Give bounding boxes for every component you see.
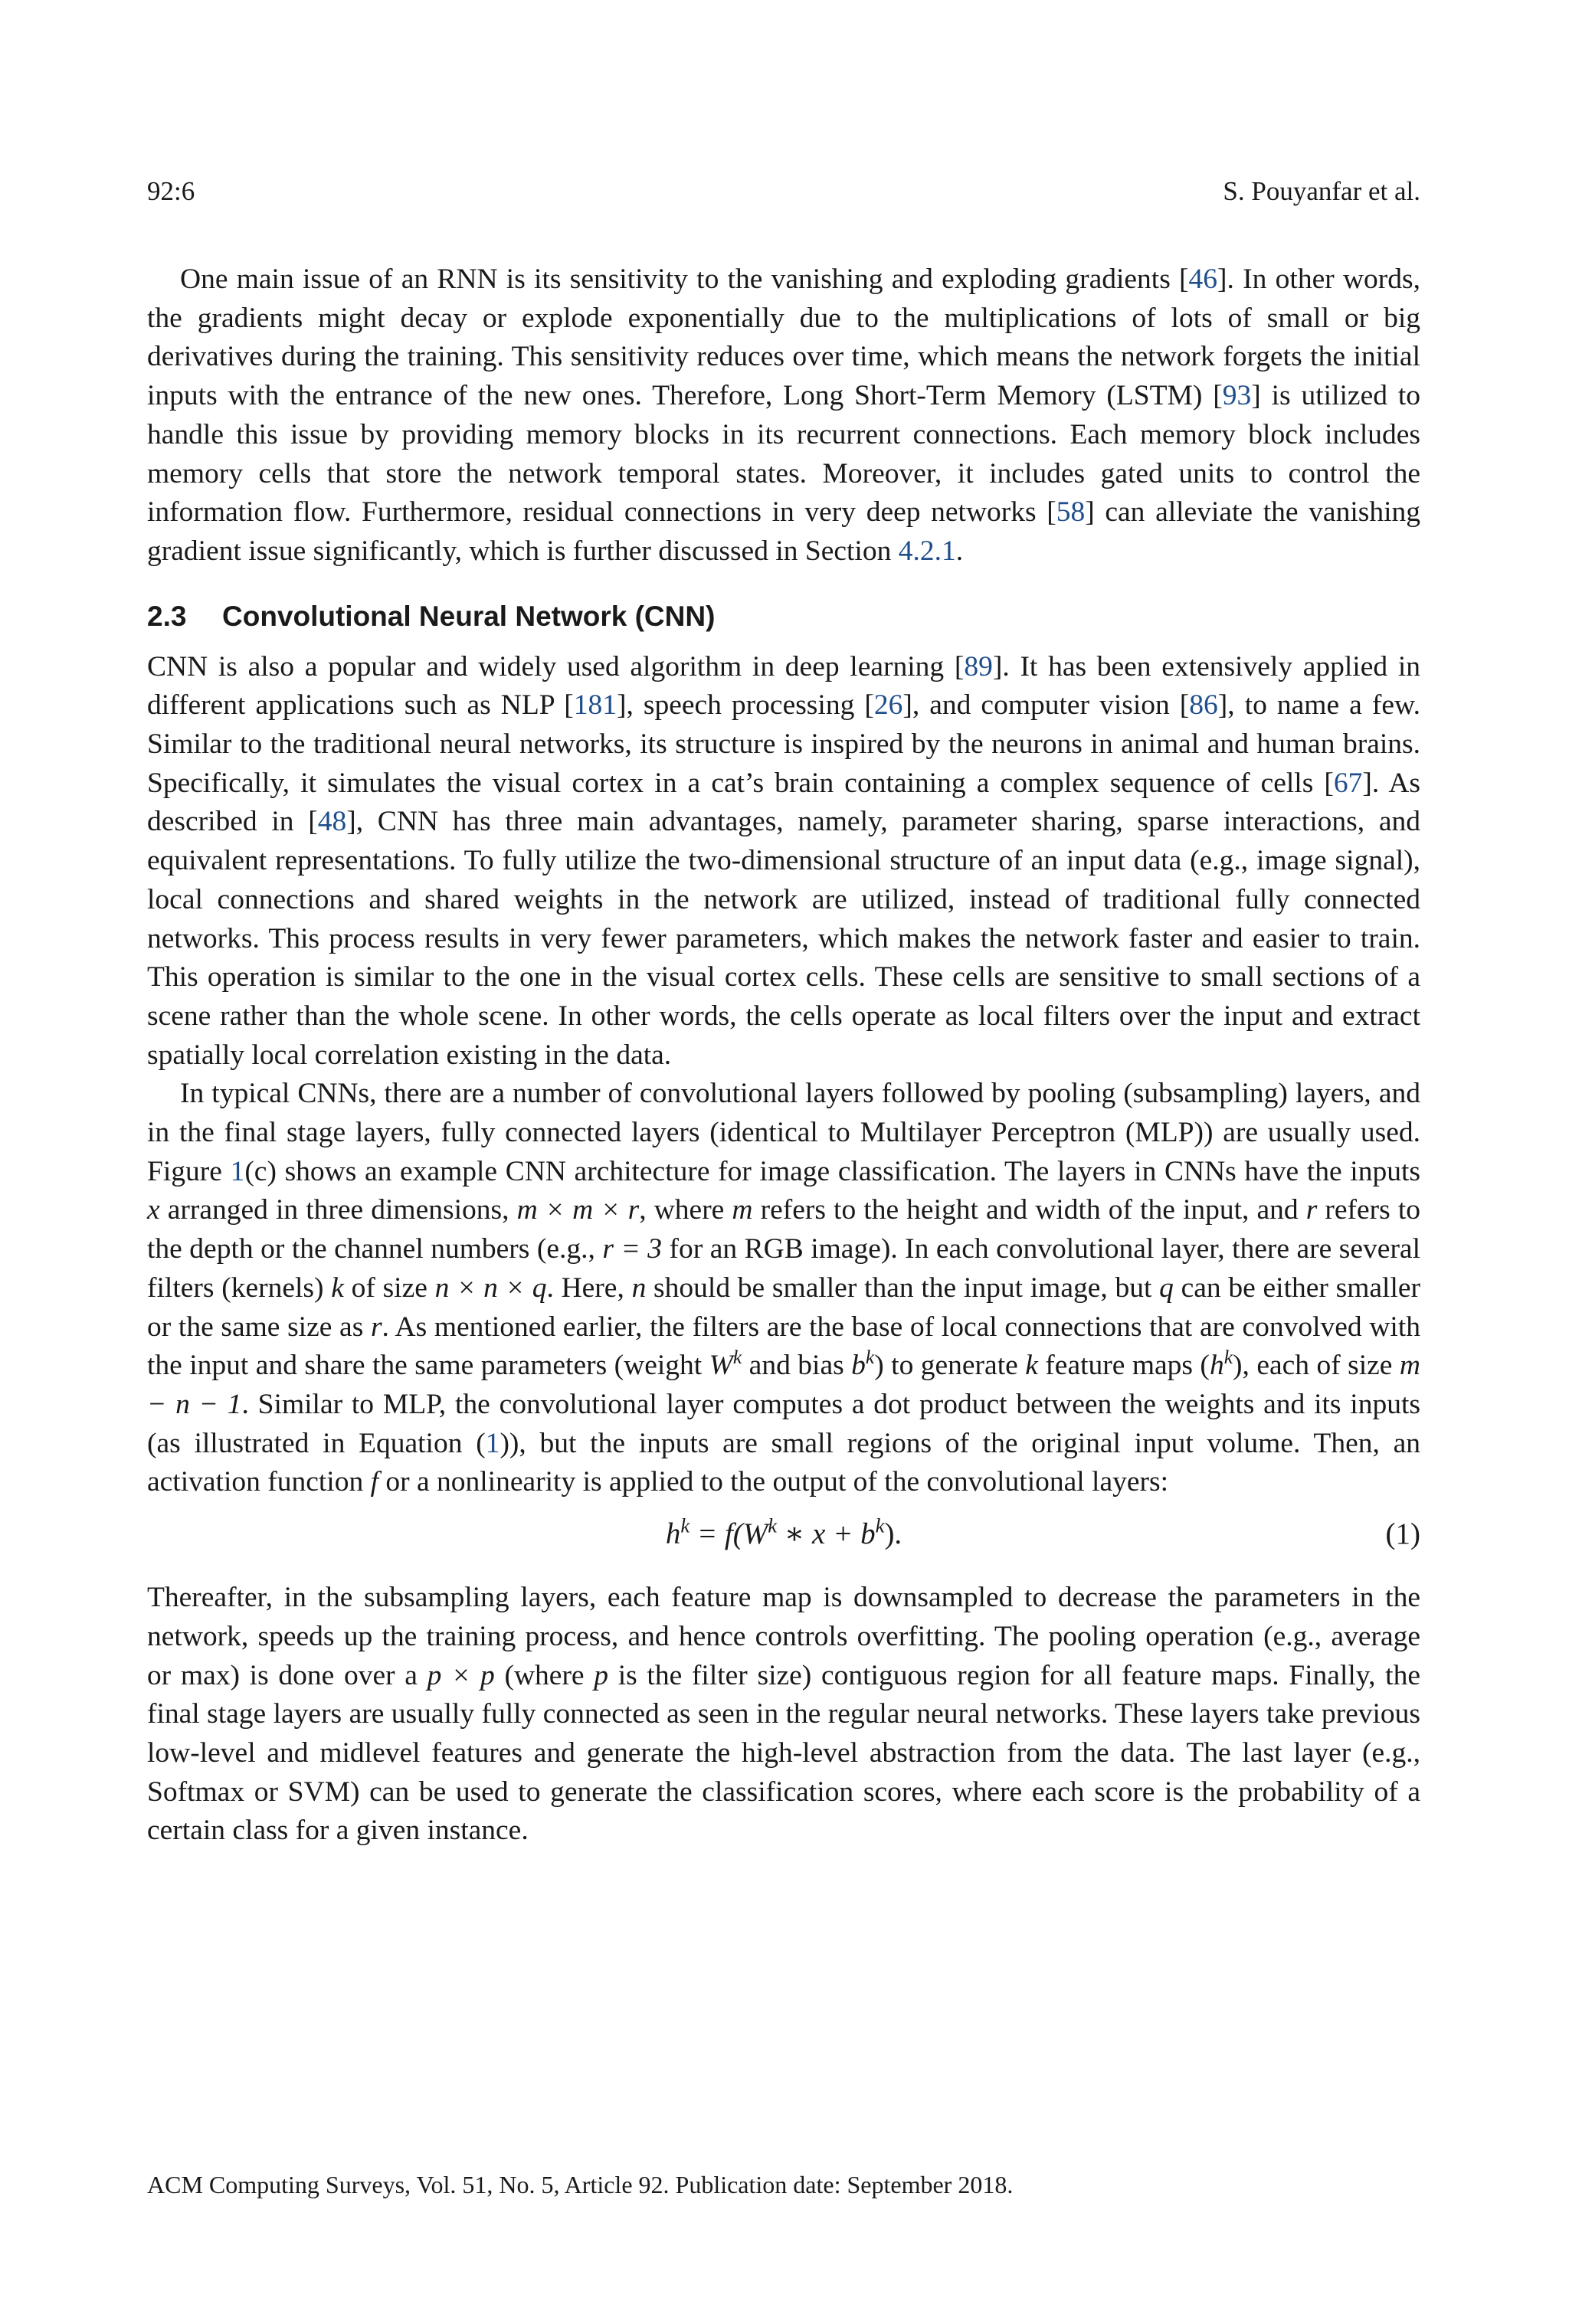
paragraph-cnn-intro: CNN is also a popular and widely used algorithm in deep learning [89]. It has been extensively applied in different applications such as NLP [181], speech processing [26], and computer vision [86], to name a few. Similar to the traditional neural networks, its structure is inspired by the neurons in animal and human brains. Specifically, it simulates the visual cortex in a cat’s brain containing a complex sequence of cells [67]. As described in [48], CNN has three main advantages, namely, parameter sharing, sparse interactions, and equivalent representations. To fully utilize the two-dimensional structure of an input data (e.g., image signal), local connections and shared weights in the network are utilized, instead of traditional fully connected networks. This process results in very fewer parameters, which makes the network faster and easier to train. This operation is similar to the one in the visual cortex cells. These cells are sensitive to small sections of a scene rather than the whole scene. In other words, the cells operate as local filters over the input and extract spatially local correlation existing in the data. <box>147 650 1421 1071</box>
page-label: 92:6 <box>147 176 195 206</box>
citation-link[interactable]: 26 <box>873 689 903 722</box>
paragraph-cnn-layers: In typical CNNs, there are a number of convolutional layers followed by pooling (subsampling) layers, and in the final stage layers, fully connected layers (identical to Multilayer Perceptron (MLP)) are usually used. Figure 1(c) shows an example CNN architecture for image classification. The layers in CNNs have the inputs x arranged in three dimensions, m × m × r, where m refers to the height and width of the input, and r refers to the depth or the channel numbers (e.g., r = 3 for an RGB image). In each convolutional layer, there are several filters (kernels) k of size n × n × q. Here, n should be smaller than the input image, but q can be either smaller or the same size as r. As mentioned earlier, the filters are the base of local connections that are convolved with the input and share the same parameters (weight $W^k$ and bias $b^k$) to generate k feature maps $(h^k)$, each of size m − n − 1. Similar to MLP, the convolutional layer computes a dot product between the weights and its inputs (as illustrated in Equation (1)), but the inputs are small regions of the original input volume. Then, an activation function f or a nonlinearity is applied to the output of the convolutional layers: <box>147 1078 1421 1498</box>
citation-link[interactable]: 93 <box>1222 380 1252 412</box>
citation-link[interactable]: 89 <box>964 650 993 682</box>
section-link[interactable]: 4.2.1 <box>898 535 956 567</box>
equation-link[interactable]: 1 <box>485 1427 500 1459</box>
main-text <box>147 260 1420 1851</box>
paragraph-rnn-gradients: One main issue of an RNN is its sensitivity to the vanishing and exploding gradients [46]. In other words, the gradients might decay or explode exponentially due to the multiplications of lots of small or big derivatives during the training. This sensitivity reduces over time, which means the network forgets the initial inputs with the entrance of the new ones. Therefore, Long Short-Term Memory (LSTM) [93] is utilized to handle this issue by providing memory blocks in its recurrent connections. Each memory block includes memory cells that store the network temporal states. Moreover, it includes gated units to control the information flow. Furthermore, residual connections in very deep networks [58] can alleviate the vanishing gradient issue significantly, which is further discussed in Section 4.2.1. <box>147 263 1421 567</box>
section-heading <box>147 597 1420 636</box>
citation-link[interactable]: 86 <box>1189 689 1218 722</box>
journal-footer: ACM Computing Surveys, Vol. 51, No. 5, Article 92. Publication date: September 2018. <box>147 2171 1014 2198</box>
figure-link[interactable]: 1 <box>230 1155 245 1187</box>
citation-link[interactable]: 48 <box>317 806 347 838</box>
equation-body: $h^k = f(W^k$ ∗ $x + b^k$). <box>665 1514 902 1551</box>
citation-link[interactable]: 46 <box>1188 263 1218 295</box>
section-number: 2.3 <box>147 600 187 632</box>
equation-1 <box>147 1515 1420 1555</box>
equation-number: (1) <box>1385 1517 1420 1551</box>
paragraph-subsampling: Thereafter, in the subsampling layers, each feature map is downsampled to decrease the parameters in the network, speeds up the training process, and hence controls overfitting. The pooling operation (e.g., average or max) is done over a p × p (where p is the filter size) contiguous region for all feature maps. Finally, the final stage layers are usually fully connected as seen in the regular neural networks. These layers take previous low-level and midlevel features and generate the high-level abstraction from the data. The last layer (e.g., Softmax or SVM) can be used to generate the classification scores, where each score is the probability of a certain class for a given instance. <box>147 1582 1420 1847</box>
running-authors: S. Pouyanfar et al. <box>1223 176 1420 206</box>
citation-link[interactable]: 181 <box>573 689 617 722</box>
citation-link[interactable]: 58 <box>1056 496 1086 529</box>
section-title: Convolutional Neural Network (CNN) <box>222 600 716 632</box>
citation-link[interactable]: 67 <box>1333 767 1363 799</box>
